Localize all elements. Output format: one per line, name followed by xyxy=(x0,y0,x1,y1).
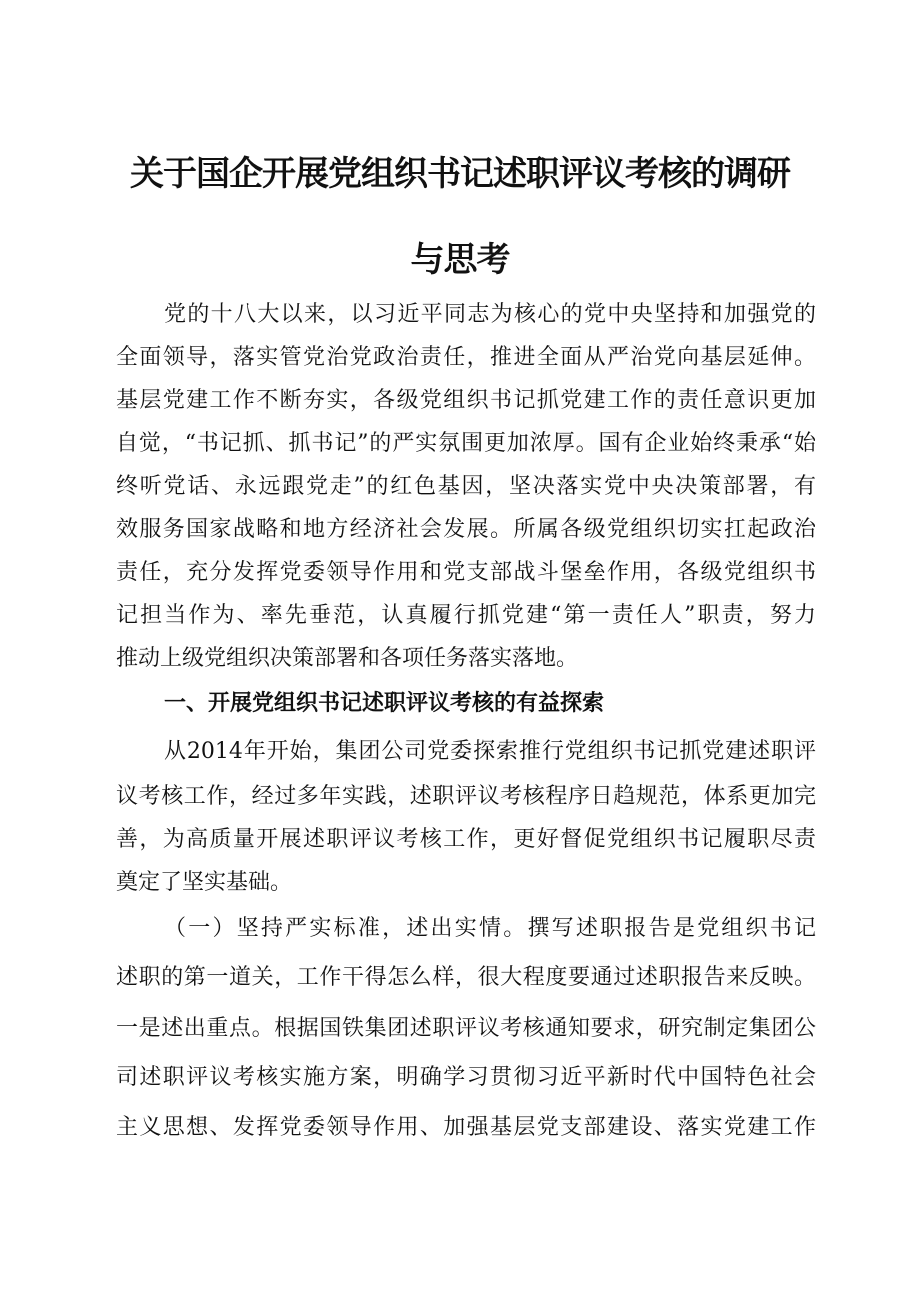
paragraph-2-line: 善，为高质量开展述职评议考核工作，更好督促党组织书记履职尽责 xyxy=(116,827,816,852)
paragraph-1-line: 基层党建工作不断夯实，各级党组织书记抓党建工作的责任意识更加 xyxy=(116,388,816,413)
paragraph-1-line: 全面领导，落实管党治党政治责任，推进全面从严治党向基层延伸。 xyxy=(116,345,816,370)
paragraph-1-line: 终听党话、永远跟党走”的红色基因，坚决落实党中央决策部署，有 xyxy=(116,474,816,499)
paragraph-3-line: 述职的第一道关，工作干得怎么样，很大程度要通过述职报告来反映。 xyxy=(116,965,816,990)
section-1-heading: 一、开展党组织书记述职评议考核的有益探索 xyxy=(164,691,605,716)
paragraph-1-line: 效服务国家战略和地方经济社会发展。所属各级党组织切实扛起政治 xyxy=(116,517,816,542)
paragraph-1-line: 记担当作为、率先垂范，认真履行抓党建“第一责任人”职责，努力 xyxy=(116,603,816,628)
document-title-line-2: 与思考 xyxy=(410,240,510,280)
paragraph-1-line: 自觉，“书记抓、抓书记”的严实氛围更加浓厚。国有企业始终秉承“始 xyxy=(116,431,816,456)
paragraph-2-line: 奠定了坚实基础。 xyxy=(116,870,293,895)
paragraph-3-line: 一是述出重点。根据国铁集团述职评议考核通知要求，研究制定集团公 xyxy=(116,1016,816,1041)
paragraph-1-line: 推动上级党组织决策部署和各项任务落实落地。 xyxy=(116,646,579,671)
paragraph-3-line: 司述职评议考核实施方案，明确学习贯彻习近平新时代中国特色社会 xyxy=(116,1065,816,1090)
paragraph-2-line: 议考核工作，经过多年实践，述职评议考核程序日趋规范，体系更加完 xyxy=(116,784,816,809)
paragraph-1-line: 党的十八大以来，以习近平同志为核心的党中央坚持和加强党的 xyxy=(164,302,816,327)
document-title-line-1: 关于国企开展党组织书记述职评议考核的调研 xyxy=(130,154,790,194)
paragraph-1-line: 责任，充分发挥党委领导作用和党支部战斗堡垒作用，各级党组织书 xyxy=(116,560,816,585)
paragraph-3-line: （一）坚持严实标准，述出实情。撰写述职报告是党组织书记 xyxy=(164,916,816,941)
paragraph-3-line: 主义思想、发挥党委领导作用、加强基层党支部建设、落实党建工作 xyxy=(116,1115,816,1140)
paragraph-2-line: 从2014年开始，集团公司党委探索推行党组织书记抓党建述职评 xyxy=(164,739,816,764)
